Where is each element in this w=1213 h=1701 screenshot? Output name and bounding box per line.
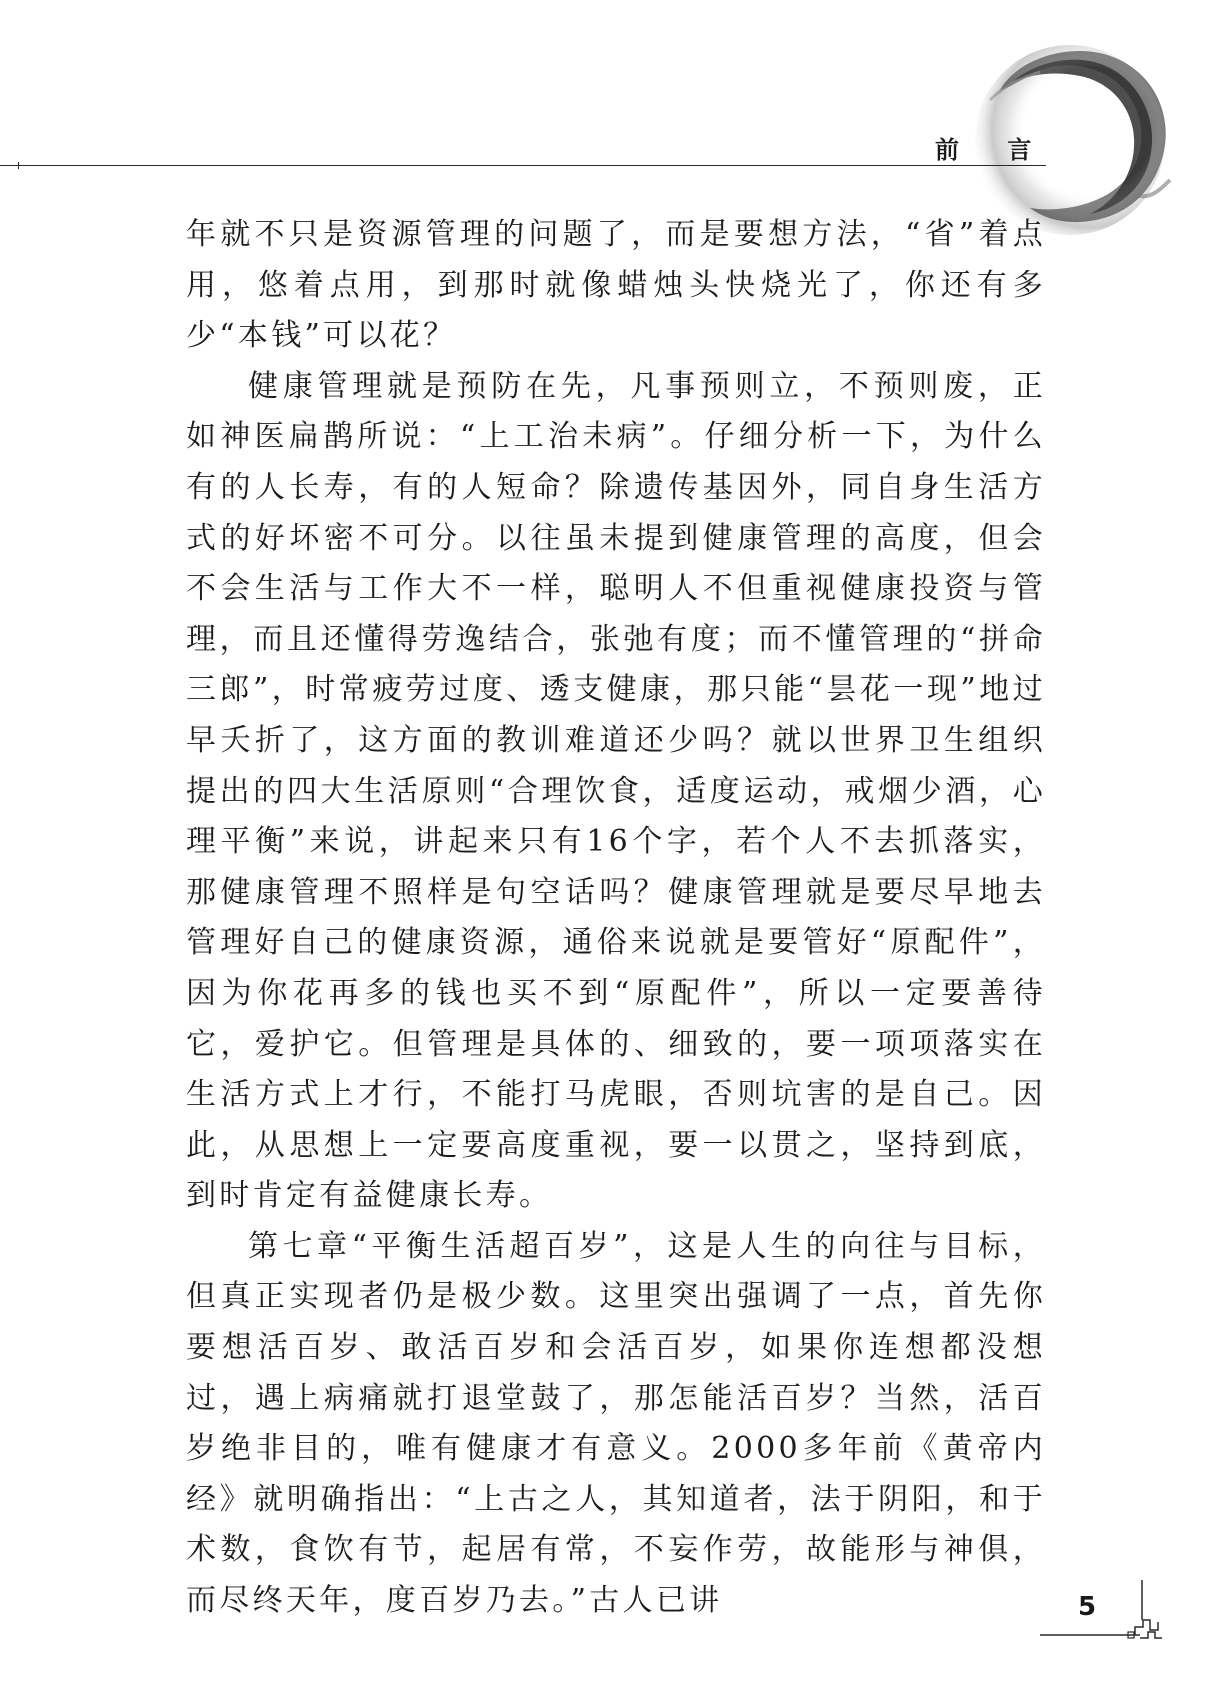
header-rule <box>0 165 1046 166</box>
header-rule-tick <box>18 162 19 169</box>
paragraph-chapter-seven: 第七章“平衡生活超百岁”，这是人生的向往与目标，但真正实现者仍是极少数。这里突出强调了一点，首先你要想活百岁、敢活百岁和会活百岁，如果你连想都没想过，遇上病痛就打退堂鼓了，那怎能活百岁？当然，活百岁绝非目的，唯有健康才有意义。2000多年前《黄帝内经》就明确指出：“上古之人，其知道者，法于阴阳，和于术数，食饮有节，起居有常，不妄作劳，故能形与神俱，而尽终天年，度百岁乃去。”古人已讲 <box>186 1228 1046 1619</box>
running-header-title: 前 言 <box>935 135 1052 164</box>
paragraph-health-management: 健康管理就是预防在先，凡事预则立，不预则废，正如神医扁鹊所说：“上工治未病”。仔细分析一下，为什么有的人长寿，有的人短命？除遗传基因外，同自身生活方式的好坏密不可分。以往虽未提到健康管理的高度，但会不会生活与工作大不一样，聪明人不但重视健康投资与管理，而且还懂得劳逸结合，张弛有度；而不懂管理的“拼命三郎”，时常疲劳过度、透支健康，那只能“昙花一现”地过早夭折了，这方面的教训难道还少吗？就以世界卫生组织提出的四大生活原则“合理饮食，适度运动，戒烟少酒，心理平衡”来说，讲起来只有16个字，若个人不去抓落实，那健康管理不照样是句空话吗？健康管理就是要尽早地去管理好自己的健康资源，通俗来说就是要管好“原配件”，因为你花再多的钱也买不到“原配件”，所以一定要善待它，爱护它。但管理是具体的、细致的，要一项项落实在生活方式上才行，不能打马虎眼，否则坑害的是自己。因此，从思想上一定要高度重视，要一以贯之，坚持到底，到时肯定有益健康长寿。 <box>186 368 1046 1214</box>
footer-ornament <box>1040 1580 1180 1650</box>
page-number: 5 <box>1078 1592 1097 1622</box>
body-text <box>186 210 1046 1627</box>
paragraph-continuation: 年就不只是资源管理的问题了，而是要想方法，“省”着点用，悠着点用，到那时就像蜡烛头快烧光了，你还有多少“本钱”可以花？ <box>186 217 1046 354</box>
